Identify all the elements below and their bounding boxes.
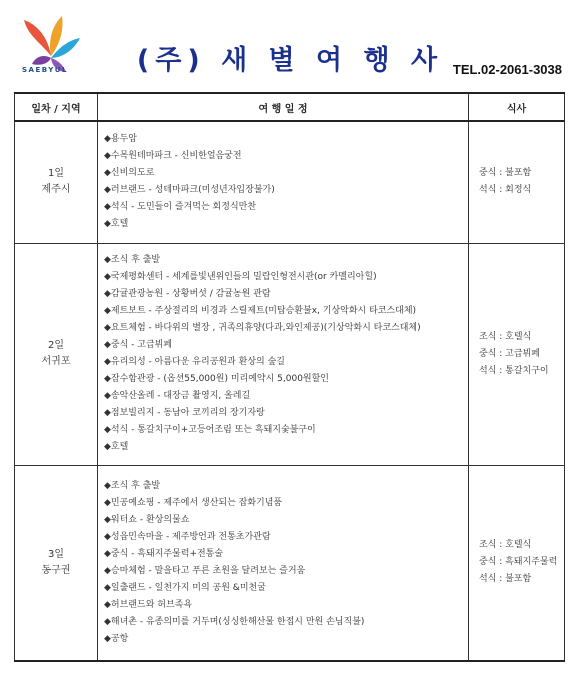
schedule-item: ◆워터쇼 - 환상의물쇼 (104, 514, 190, 525)
column-header-day: 일차 / 지역 (15, 93, 98, 121)
day-region: 동구권 (41, 564, 71, 576)
meal-cell (469, 243, 565, 465)
page-title: (주) 새 별 여 행 사 (136, 45, 444, 76)
day-number: 2일 (47, 340, 65, 351)
schedule-item: ◆유리의성 - 아름다운 유리공원과 환상의 숲길 (104, 357, 285, 367)
schedule-item: ◆잠수함관광 - (옵션55,000원) 미리예약시 5,000원할인 (104, 374, 329, 384)
meal-item: 석식 : 불포함 (479, 574, 532, 585)
day-number: 3일 (47, 548, 65, 560)
schedule-item: ◆조식 후 출발 (104, 255, 161, 265)
table-row (15, 465, 565, 661)
column-header-schedule: 여 행 일 정 (98, 93, 469, 121)
meal-item: 석식 : 통갈치구이 (479, 365, 549, 376)
day-region: 제주시 (41, 184, 71, 196)
schedule-item: ◆중식 - 흑돼지주물럭+전통술 (104, 548, 224, 559)
column-header-meal: 식사 (469, 93, 565, 121)
table-row (15, 121, 565, 243)
schedule-item: ◆공항 (104, 633, 129, 644)
table-row (15, 243, 565, 465)
schedule-item: ◆성읍민속마을 - 제주방언과 전통초가관람 (104, 531, 271, 542)
meal-item: 중식 : 고급뷔페 (479, 348, 540, 359)
day-number: 1일 (47, 168, 65, 180)
schedule-item: ◆용두암 (104, 134, 138, 145)
day-region: 서귀포 (41, 356, 71, 367)
schedule-item: ◆호텔 (104, 219, 129, 230)
schedule-item: ◆수목원테마파크 - 신비한얼음궁전 (104, 151, 242, 162)
schedule-item: ◆국제평화센터 - 세계를빛낸위인들의 밀랍인형전시관(or 카멜리아힐) (104, 272, 377, 282)
logo-text: SAEBYUL (22, 66, 68, 74)
meal-item: 석식 : 회정식 (479, 185, 532, 196)
schedule-item: ◆감귤관광농원 - 상황버섯 / 감귤농원 관람 (104, 289, 271, 299)
meal-cell (469, 121, 565, 243)
schedule-item: ◆송악산올레 - 대장금 촬영지, 올레길 (104, 391, 251, 401)
phone-number: TEL.02-2061-3038 (452, 62, 562, 77)
meal-item: 조식 : 호텔식 (479, 331, 532, 342)
meal-cell (469, 465, 565, 661)
schedule-item: ◆호텔 (104, 442, 129, 452)
schedule-item: ◆석식 - 도민들이 즐겨먹는 회정식만찬 (104, 202, 257, 213)
schedule-cell (98, 465, 469, 661)
schedule-item: ◆조식 후 출발 (104, 480, 161, 491)
itinerary-table (14, 92, 565, 662)
schedule-item: ◆러브랜드 - 성테마파크(미성년자입장불가) (104, 185, 275, 196)
meal-item: 조식 : 호텔식 (479, 540, 532, 551)
schedule-cell (98, 121, 469, 243)
schedule-item: ◆허브랜드와 허브족욕 (104, 599, 193, 610)
meal-item: 중식 : 흑돼지주물럭 (479, 557, 558, 568)
schedule-item: ◆해녀촌 - 유종의미를 거두며(싱싱한해산물 한접시 만원 손님직불) (104, 616, 365, 627)
schedule-item: ◆석식 - 통갈치구이+고등어조림 또는 흑돼지숯불구이 (104, 425, 316, 435)
day-cell (15, 465, 98, 661)
day-cell (15, 121, 98, 243)
meal-item: 중식 : 불포함 (479, 168, 532, 179)
table-header-row (15, 93, 565, 121)
schedule-item: ◆제트보트 - 주상절리의 비경과 스릴제트(미탑승환불x, 기상악화시 타코스대체) (104, 306, 417, 316)
schedule-item: ◆일출랜드 - 일천가지 미의 공원 &미천굴 (104, 582, 266, 593)
schedule-item: ◆중식 - 고급뷔페 (104, 340, 173, 350)
schedule-item: ◆요트체험 - 바다위의 별장 , 귀족의휴양(다과,와인제공)(기상악화시 타코스대체) (104, 323, 421, 333)
schedule-item: ◆민공예쇼핑 - 제주에서 생산되는 잡화기념품 (104, 497, 283, 508)
schedule-item: ◆신비의도로 (104, 168, 155, 179)
schedule-item: ◆점보빌리지 - 동남아 코끼리의 장기자랑 (104, 408, 265, 418)
schedule-cell (98, 243, 469, 465)
day-cell (15, 243, 98, 465)
schedule-item: ◆승마체험 - 말을타고 푸른 초원을 달려보는 즐거움 (104, 565, 306, 576)
